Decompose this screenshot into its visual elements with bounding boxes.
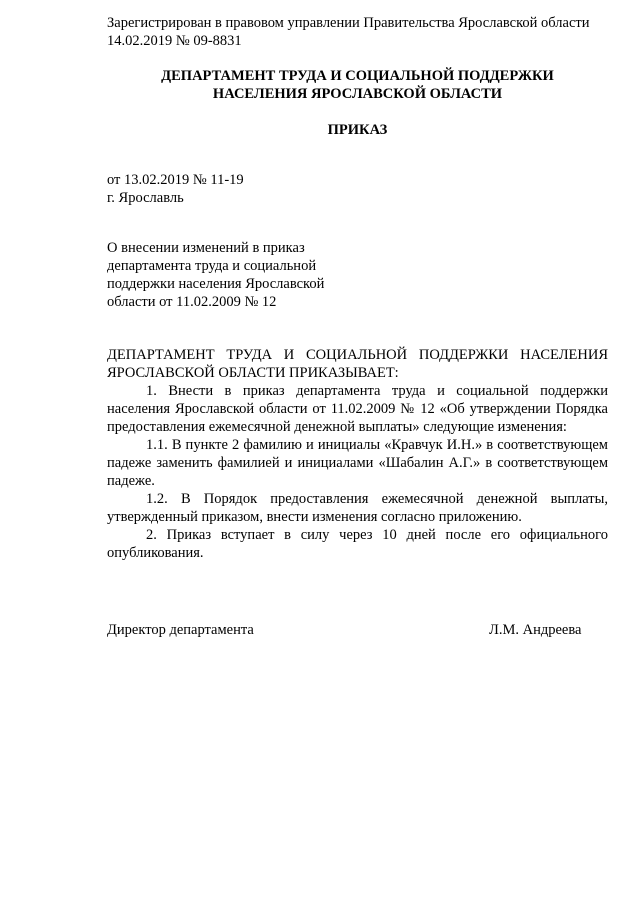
registration-line: Зарегистрирован в правовом управлении Правительства Ярославской области [107, 15, 590, 31]
subject-line: области от 11.02.2009 № 12 [107, 294, 277, 310]
order-item-1: 1. Внести в приказ департамента труда и социальной поддержки населения Ярославской области от 11.02.2009 № 12 «Об утверждении Порядка предоставления ежемесячной денежной выплаты» следующие изменения: [107, 383, 608, 435]
department-name-line1: ДЕПАРТАМЕНТ ТРУДА И СОЦИАЛЬНОЙ ПОДДЕРЖКИ [161, 68, 554, 84]
subject-line: О внесении изменений в приказ [107, 240, 305, 256]
order-item-1-2: 1.2. В Порядок предоставления ежемесячной денежной выплаты, утвержденный приказом, внести изменения согласно приложению. [107, 491, 608, 525]
order-item-2: 2. Приказ вступает в силу через 10 дней после его официального опубликования. [107, 527, 608, 561]
department-name-line2: НАСЕЛЕНИЯ ЯРОСЛАВСКОЙ ОБЛАСТИ [212, 86, 503, 102]
signatory-name: Л.М. Андреева [489, 622, 582, 638]
subject-line: поддержки населения Ярославской [107, 276, 325, 292]
order-body [107, 346, 608, 562]
signatory-position: Директор департамента [107, 622, 254, 638]
subject-line: департамента труда и социальной [107, 258, 317, 274]
registration-note [107, 14, 608, 50]
order-preamble: ДЕПАРТАМЕНТ ТРУДА И СОЦИАЛЬНОЙ ПОДДЕРЖКИ НАСЕЛЕНИЯ ЯРОСЛАВСКОЙ ОБЛАСТИ ПРИКАЗЫВАЕТ: [107, 347, 608, 381]
order-item-1-1: 1.1. В пункте 2 фамилию и инициалы «Кравчук И.Н.» в соответствующем падеже заменить фамилией и инициалами «Шабалин А.Г.» в соответствующем падеже. [107, 437, 608, 489]
order-date-number: от 13.02.2019 № 11-19 [107, 172, 244, 188]
order-subject [107, 239, 608, 311]
order-city: г. Ярославль [107, 190, 184, 206]
document-type-title: ПРИКАЗ [327, 122, 388, 138]
order-info [107, 171, 608, 207]
department-header [107, 67, 608, 103]
registration-number: 14.02.2019 № 09-8831 [107, 33, 242, 49]
